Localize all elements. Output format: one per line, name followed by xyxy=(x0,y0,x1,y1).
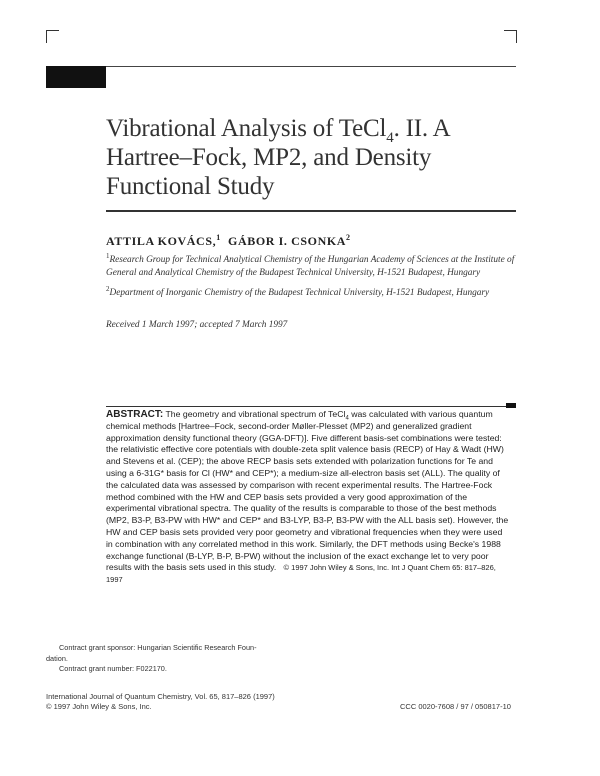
authors: ATTILA KOVÁCS,$^1$ GÁBOR I. CSONKA$^2$ xyxy=(106,233,351,248)
affiliation-2: $^2$Department of Inorganic Chemistry of the Budapest Technical University, H-1521 Budapest, Hungary xyxy=(106,285,490,299)
author-1: ATTILA KOVÁCS, xyxy=(106,234,217,248)
crop-mark-top-left xyxy=(46,30,59,43)
abstract: ABSTRACT: The geometry and vibrational spectrum of TeCl$_4$ was calculated with various quantum chemical methods [Hartree–Fock, second-order Møller-Plesset (MP2) and generalized gradient approximation density functional theory (GGA-DFT)]. Five different basis-set combinations were tested: the relativistic effective core potentials with double-zeta split valence basis (RECP) of Hay & Wadt (HW) and Stevens et al. (CEP); the above RECP basis sets extended with polarization functions for Te and using a 6-31G* basis for Cl (HW* and CEP*); a medium-size all-electron basis set (ALL). The quality of the calculated data was assessed by comparison with recent experimental results. The Hartree-Fock method combined with the HW and CEP basis sets provided a very good approximation of the experimental vibrational spectra. The quality of the results is comparable to those of the best methods (MP2, B3-P, B3-PW with HW* and CEP* and B3-LYP, B3-P, B3-PW with the ALL basis set). However, the HW and CEP basis sets provided very poor geometry and vibrational frequencies when they were used in combination with any correlated method in this work. Similarly, the DFT methods using Becke's 1988 exchange functional (B-LYP, B-P, B-PW) without the inclusion of the exact exchange let to very poor results with the basis sets used in this study. © 1997 John Wiley & Sons, Inc. Int J Quant Chem 65: 817–826, 1997 xyxy=(106,409,509,585)
header-block xyxy=(46,66,106,88)
title-line-1: Vibrational Analysis of TeCl$_4$. II. A xyxy=(106,115,451,146)
ccc-code: CCC 0020-7608 / 97 / 050817-10 xyxy=(400,702,511,711)
abstract-rule xyxy=(106,406,516,407)
abstract-copyright: © 1997 John Wiley & Sons, Inc. Int J Quant Chem 65: 817–826, 1997 xyxy=(106,563,496,585)
journal-copyright: © 1997 John Wiley & Sons, Inc. xyxy=(46,702,152,711)
top-rule xyxy=(106,66,516,67)
abstract-label: ABSTRACT: xyxy=(106,409,164,420)
title-line-3: Functional Study xyxy=(106,173,275,200)
article-title xyxy=(106,114,526,201)
crop-mark-top-right xyxy=(504,30,517,43)
journal-citation: International Journal of Quantum Chemistry, Vol. 65, 817–826 (1997) xyxy=(46,692,275,701)
affiliation-1: $^1$Research Group for Technical Analytical Chemistry of the Hungarian Academy of Sciences at the Institute of General and Analytical Chemistry of the Budapest Technical University, H-1521 Budapest, Hungary xyxy=(106,252,515,279)
abstract-rule-marker xyxy=(506,403,516,408)
title-line-2: Hartree–Fock, MP2, and Density xyxy=(106,144,432,171)
author-2: GÁBOR I. CSONKA xyxy=(228,234,347,248)
title-rule xyxy=(106,210,516,212)
footnote: Contract grant sponsor: Hungarian Scientific Research Foun- dation. Contract grant number: F022170. xyxy=(46,643,257,673)
received-date: Received 1 March 1997; accepted 7 March 1997 xyxy=(106,320,288,330)
